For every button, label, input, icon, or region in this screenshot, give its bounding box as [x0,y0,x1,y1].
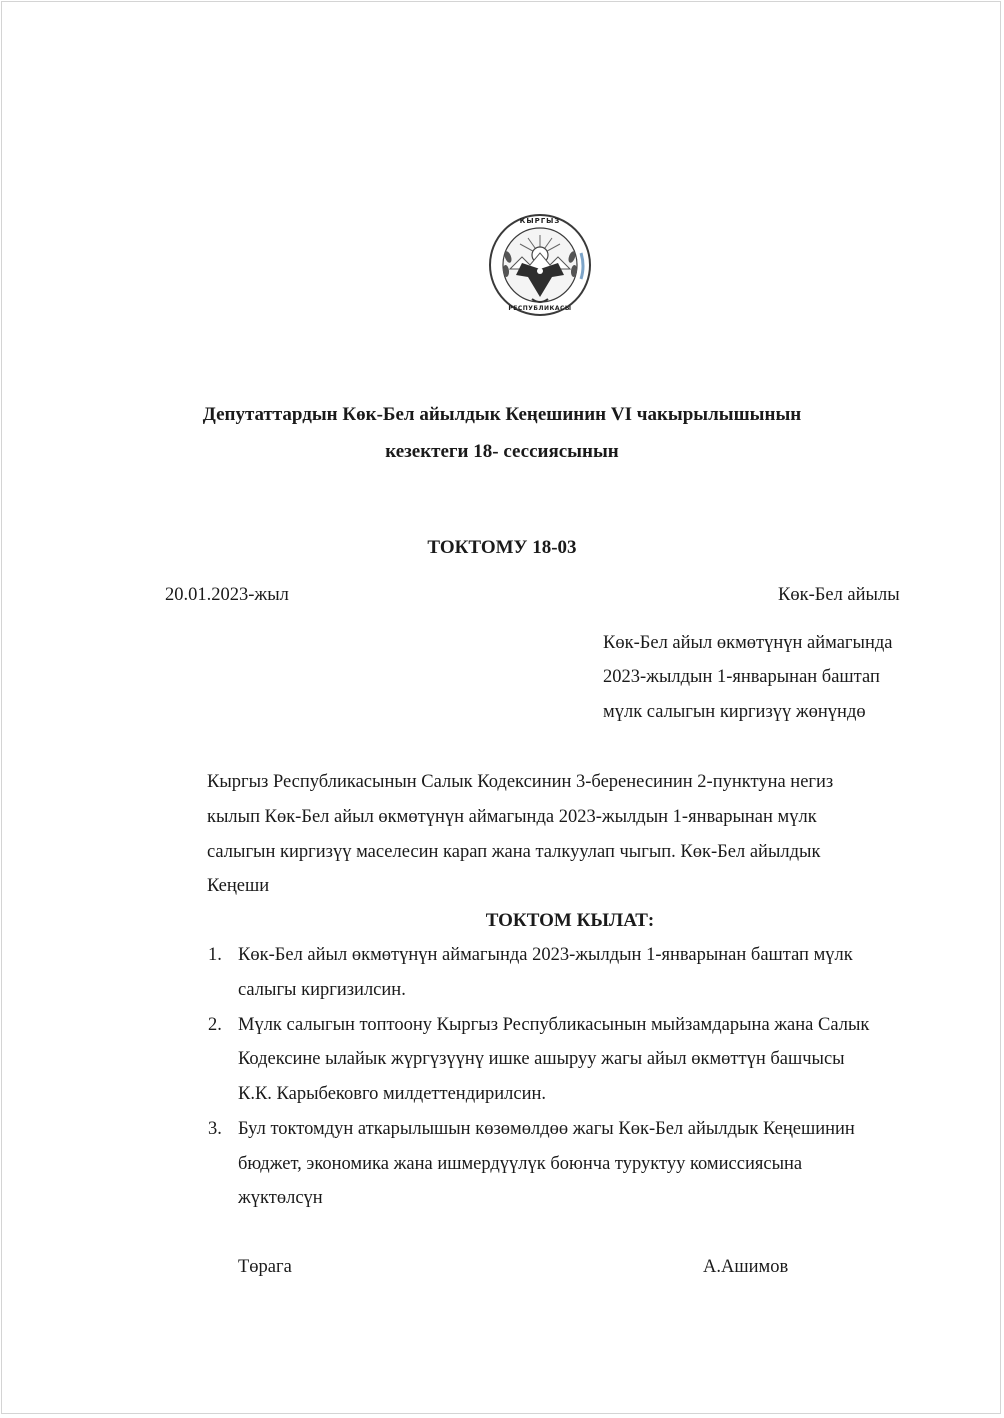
council-session-heading-line1: Депутаттардын Көк-Бел айылдык Кеңешинин VI чакырылышынын [202,404,802,425]
emblem-text-top: КЫРГЫЗ [519,217,561,225]
list-item-number: 2. [208,1015,222,1035]
subject-line: 2023-жылдын 1-январынан баштап [603,667,880,687]
document-page [1,1,1001,1414]
kyrgyz-state-emblem-icon [488,213,592,317]
list-item-line: К.К. Карыбековго милдеттендирилсин. [238,1084,547,1104]
preamble-line: Кеңеши [207,876,270,896]
list-item-number: 3. [208,1119,222,1139]
subject-line: мүлк салыгын киргизүү жөнүндө [603,702,866,722]
list-item-line: бюджет, экономика жана ишмердүүлүк боюнча туруктуу комиссиясына [238,1154,803,1174]
list-item-line: Көк-Бел айыл өкмөтүнүн аймагында 2023-жылдын 1-январынан баштап мүлк [238,945,853,965]
list-item-line: жүктөлсүн [238,1188,323,1208]
council-session-heading-line2: кезектеги 18- сессиясынын [385,441,619,462]
list-item-line: Мүлк салыгын топтоону Кыргыз Республикасынын мыйзамдарына жана Салык [238,1015,870,1035]
list-item-line: Кодексине ылайык жүргүзүүнү ишке ашыруу жагы айыл өкмөттүн башчысы [238,1049,845,1069]
list-item-number: 1. [208,945,222,965]
preamble-line: Кыргыз Республикасынын Салык Кодексинин 3-беренесинин 2-пунктуна негиз [207,772,834,792]
decision-heading: ТОКТОМ КЫЛАТ: [485,910,655,931]
list-item-line: салыгы киргизилсин. [238,980,406,1000]
preamble-line: салыгын киргизүү маселесин карап жана талкуулап чыгып. Көк-Бел айылдык [207,842,821,862]
document-place: Көк-Бел айылы [778,585,900,605]
list-item-line: Бул токтомдун аткарылышын көзөмөлдөө жагы Көк-Бел айылдык Кеңешинин [238,1119,855,1139]
subject-line: Көк-Бел айыл өкмөтүнүн аймагында [603,633,893,653]
signature-name: А.Ашимов [703,1257,789,1277]
preamble-line: кылып Көк-Бел айыл өкмөтүнүн аймагында 2023-жылдын 1-январынан мүлк [207,807,817,827]
emblem-text-bottom: РЕСПУБЛИКАСЫ [508,305,572,312]
document-title: ТОКТОМУ 18-03 [427,537,577,558]
document-date: 20.01.2023-жыл [165,585,289,605]
signature-role: Төрага [238,1257,292,1277]
